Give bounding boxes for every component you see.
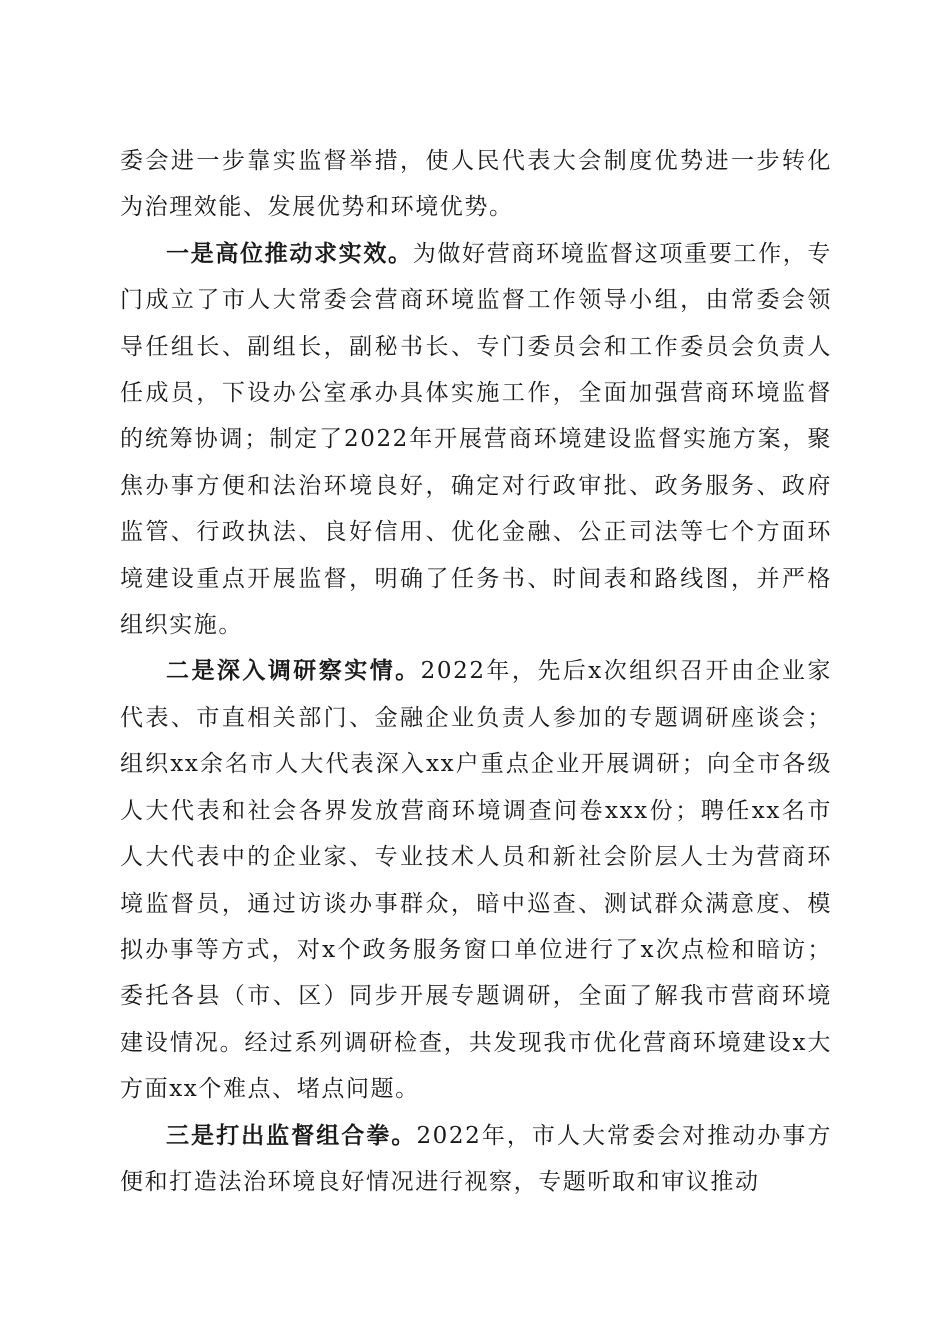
document-body [120,138,832,1205]
paragraph-high-level-promotion [120,231,832,649]
paragraph-lead: 三是打出监督组合拳。 [166,1121,417,1149]
paragraph-text: 为做好营商环境监督这项重要工作，专门成立了市人大常委会营商环境监督工作领导小组，由常委会领导任组长、副组长，副秘书长、专门委员会和工作委员会负责人任成员，下设办公室承办具体实施工作，全面加强营商环境监督的统筹协调；制定了2022年开展营商环境建设监督实施方案，聚焦办事方便和法治环境良好，确定对行政审批、政务服务、政府监管、行政执法、良好信用、优化金融、公正司法等七个方面环境建设重点开展监督，明确了任务书、时间表和路线图，并严格组织实施。 [120,240,833,639]
paragraph-text: 2022年，市人大常委会对推动办事方便和打造法治环境良好情况进行视察，专题听取和审议推动 [120,1122,833,1195]
paragraph-text: 2022年，先后x次组织召开由企业家代表、市直相关部门、金融企业负责人参加的专题调研座谈会；组织xx余名市人大代表深入xx户重点企业开展调研；向全市各级人大代表和社会各界发放营商环境调查问卷xxx份；聘任xx名市人大代表中的企业家、专业技术人员和新社会阶层人士为营商环境监督员，通过访谈办事群众，暗中巡查、测试群众满意度、模拟办事等方式，对x个政务服务窗口单位进行了x次点检和暗访；委托各县（市、区）同步开展专题调研，全面了解我市营商环境建设情况。经过系列调研检查，共发现我市优化营商环境建设x大方面xx个难点、堵点问题。 [120,658,832,1103]
paragraph-lead: 一是高位推动求实效。 [166,239,413,267]
paragraph-continuation [120,138,832,231]
paragraph-supervision-combination [120,1113,832,1206]
paragraph-lead: 二是深入调研察实情。 [166,657,421,685]
paragraph-in-depth-research [120,648,832,1112]
paragraph-text: 委会进一步靠实监督举措，使人民代表大会制度优势进一步转化为治理效能、发展优势和环境优势。 [120,148,832,221]
